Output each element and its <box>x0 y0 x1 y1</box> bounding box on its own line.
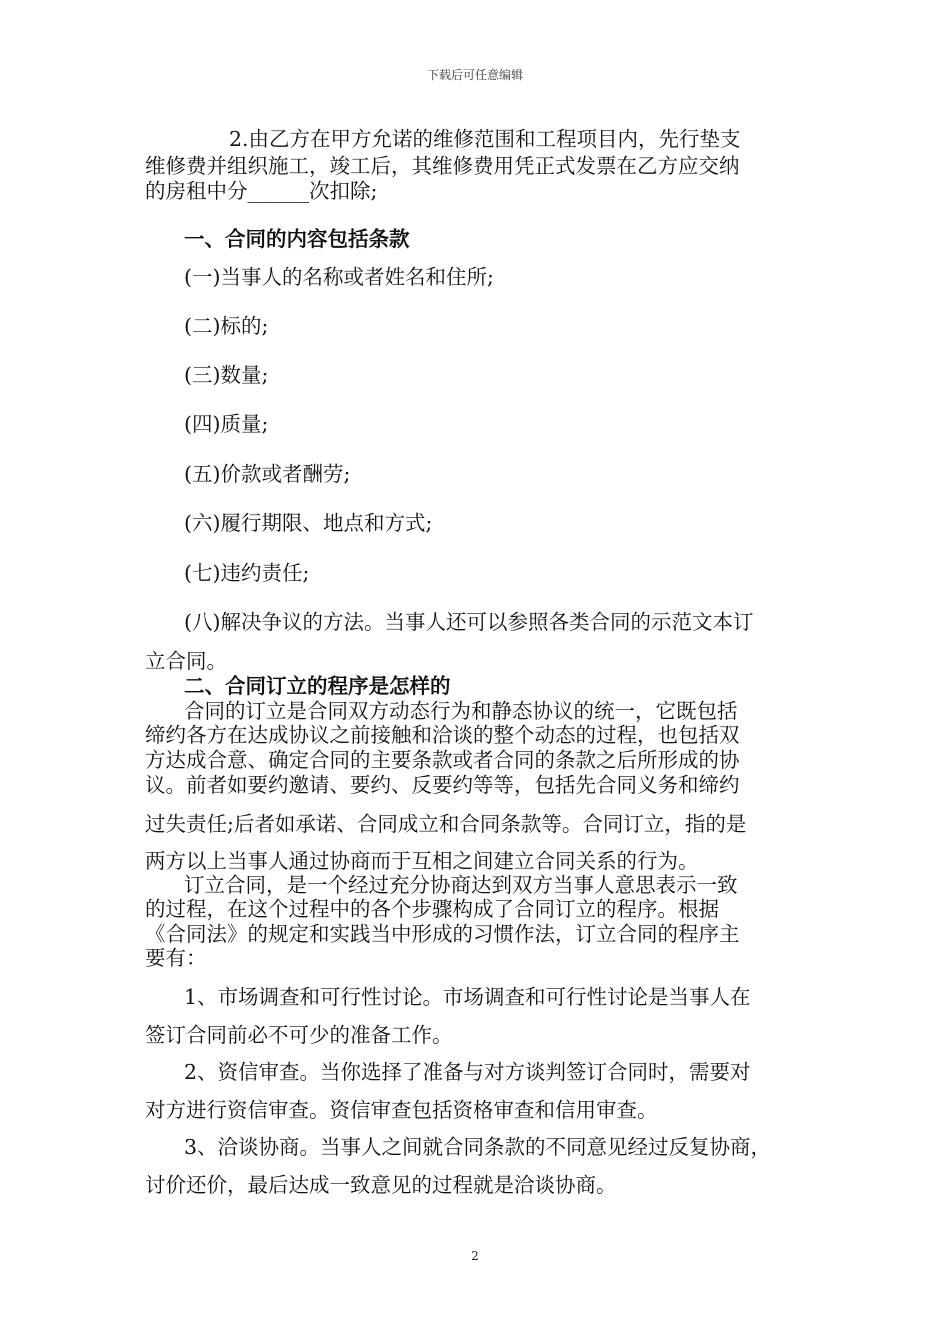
text-line: 立合同。 <box>145 649 227 673</box>
text-line: 的过程，在这个过程中的各个步骤构成了合同订立的程序。根据 <box>145 897 719 921</box>
list-item: (四)质量; <box>184 412 269 436</box>
text-line: 2、资信审查。当你选择了准备与对方谈判签订合同时，需要对 <box>184 1060 751 1084</box>
text-line: 维修费并组织施工，竣工后，其维修费用凭正式发票在乙方应交纳 <box>145 154 740 178</box>
text-line: 过失责任;后者如承诺、合同成立和合同条款等。合同订立，指的是 <box>145 812 747 836</box>
list-item: (七)违约责任; <box>184 561 310 585</box>
list-item: (六)履行期限、地点和方式; <box>184 511 433 535</box>
text-line: 《合同法》的规定和实践当中形成的习惯作法，订立合同的程序主 <box>145 922 740 946</box>
page-header: 下载后可任意编辑 <box>426 68 523 82</box>
page-number: 2 <box>471 1249 479 1263</box>
text-line: 议。前者如要约邀请、要约、反要约等等，包括先合同义务和缔约 <box>145 773 740 797</box>
text-line: 合同的订立是合同双方动态行为和静态协议的统一，它既包括 <box>184 699 738 723</box>
text-line: 2.由乙方在甲方允诺的维修范围和工程项目内，先行垫支 <box>229 127 741 151</box>
text-line: 的房租中分______次扣除; <box>145 179 378 203</box>
list-item: (五)价款或者酬劳; <box>184 462 351 486</box>
text-line: 缔约各方在达成协议之前接触和洽谈的整个动态的过程，也包括双 <box>145 723 740 747</box>
list-item: (二)标的; <box>184 314 269 338</box>
text-line: 签订合同前必不可少的准备工作。 <box>145 1023 453 1047</box>
text-line: 方达成合意、确定合同的主要条款或者合同的条款之后所形成的协 <box>145 748 740 772</box>
text-line: 订立合同，是一个经过充分协商达到双方当事人意思表示一致 <box>184 873 738 897</box>
text-line: 1、市场调查和可行性讨论。市场调查和可行性讨论是当事人在 <box>184 985 751 1009</box>
list-item: (八)解决争议的方法。当事人还可以参照各类合同的示范文本订 <box>184 610 754 634</box>
text-line: 讨价还价，最后达成一致意见的过程就是洽谈协商。 <box>145 1173 617 1197</box>
list-item: (三)数量; <box>184 363 269 387</box>
text-line: 要有： <box>145 946 207 970</box>
section-heading: 二、合同订立的程序是怎样的 <box>184 674 451 698</box>
section-heading: 一、合同的内容包括条款 <box>184 227 410 251</box>
text-line: 两方以上当事人通过协商而于互相之间建立合同关系的行为。 <box>145 849 699 873</box>
text-line: 对方进行资信审查。资信审查包括资格审查和信用审查。 <box>145 1098 658 1122</box>
list-item: (一)当事人的名称或者姓名和住所; <box>184 265 494 289</box>
text-line: 3、洽谈协商。当事人之间就合同条款的不同意见经过反复协商， <box>184 1135 772 1159</box>
